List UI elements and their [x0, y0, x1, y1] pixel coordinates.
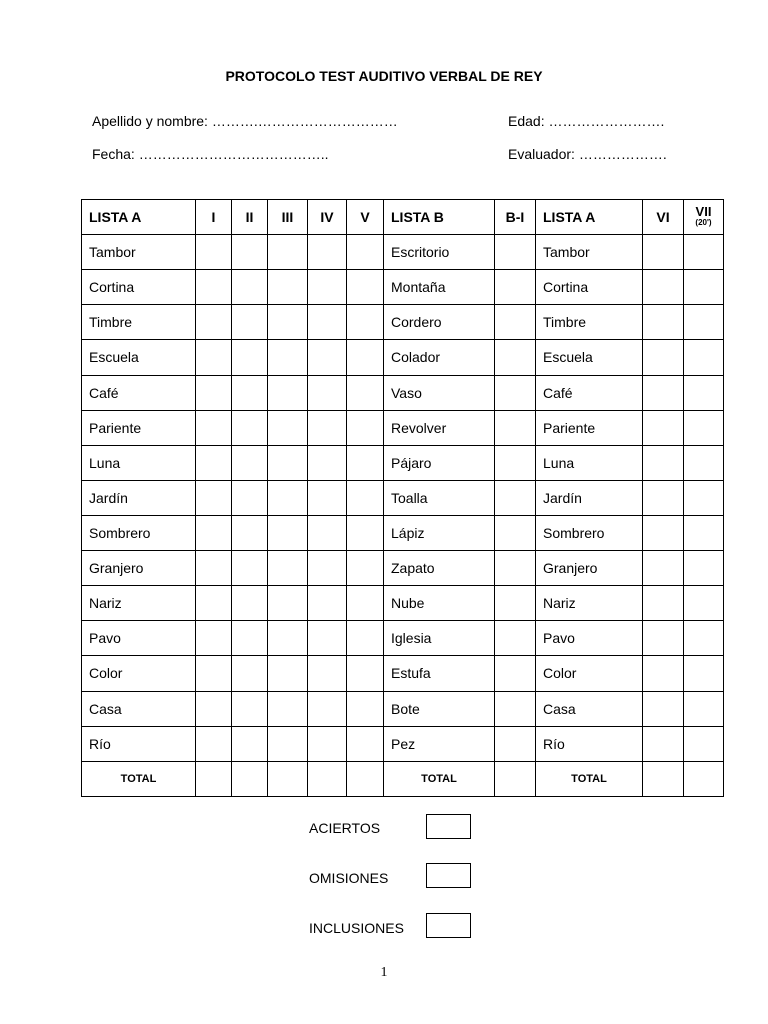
trial-v-cell[interactable] — [347, 445, 384, 480]
trial-vi-cell[interactable] — [643, 480, 684, 515]
trial-v-cell[interactable] — [347, 586, 384, 621]
omisiones-box[interactable] — [426, 863, 471, 888]
aciertos-label: ACIERTOS — [309, 820, 381, 836]
trial-i-cell[interactable] — [196, 235, 232, 270]
word-lista-b: Bote — [384, 691, 495, 726]
table-row — [82, 551, 724, 586]
header-trial-ii: II — [232, 200, 268, 235]
trial-vi-cell[interactable] — [643, 726, 684, 761]
page-title: PROTOCOLO TEST AUDITIVO VERBAL DE REY — [225, 68, 543, 84]
word-lista-b: Lápiz — [384, 515, 495, 550]
trial-iv-cell[interactable] — [308, 726, 347, 761]
trial-b-i-cell[interactable] — [495, 340, 536, 375]
trial-i-cell[interactable] — [196, 691, 232, 726]
trial-b-i-cell[interactable] — [495, 305, 536, 340]
trial-v-cell[interactable] — [347, 726, 384, 761]
total-label-lista-a-recall: TOTAL — [536, 761, 643, 796]
trial-ii-cell[interactable] — [232, 480, 268, 515]
trial-vi-cell[interactable] — [643, 445, 684, 480]
trial-v-cell[interactable] — [347, 410, 384, 445]
trial-v-cell[interactable] — [347, 305, 384, 340]
trial-iv-cell[interactable] — [308, 480, 347, 515]
trial-iii-cell[interactable] — [268, 656, 308, 691]
name-field[interactable]: Apellido y nombre: ……….………………………… — [92, 113, 398, 129]
trial-iii-cell[interactable] — [268, 621, 308, 656]
word-lista-a-recall: Café — [536, 375, 643, 410]
header-trial-i: I — [196, 200, 232, 235]
table-header-row — [82, 200, 724, 235]
trial-vii-cell[interactable] — [684, 270, 724, 305]
trial-vi-cell[interactable] — [643, 270, 684, 305]
trial-iv-cell[interactable] — [308, 586, 347, 621]
total-trial-i-cell[interactable] — [196, 761, 232, 796]
table-row — [82, 621, 724, 656]
word-lista-a-recall: Tambor — [536, 235, 643, 270]
table-row — [82, 691, 724, 726]
word-lista-a: Casa — [82, 691, 196, 726]
trial-b-i-cell[interactable] — [495, 480, 536, 515]
trial-ii-cell[interactable] — [232, 410, 268, 445]
trial-iv-cell[interactable] — [308, 691, 347, 726]
age-field[interactable]: Edad: ……………………. — [508, 113, 665, 129]
word-lista-b: Pez — [384, 726, 495, 761]
aciertos-box[interactable] — [426, 814, 471, 839]
trial-b-i-cell[interactable] — [495, 375, 536, 410]
trial-vii-cell[interactable] — [684, 305, 724, 340]
trial-i-cell[interactable] — [196, 410, 232, 445]
trial-iv-cell[interactable] — [308, 235, 347, 270]
word-lista-a-recall: Nariz — [536, 586, 643, 621]
table-row — [82, 340, 724, 375]
header-lista-a-recall: LISTA A — [536, 200, 643, 235]
trial-b-i-cell[interactable] — [495, 445, 536, 480]
trial-vii-cell[interactable] — [684, 480, 724, 515]
trial-vii-cell[interactable] — [684, 235, 724, 270]
total-label-lista-b: TOTAL — [384, 761, 495, 796]
word-lista-b: Revolver — [384, 410, 495, 445]
trial-v-cell[interactable] — [347, 270, 384, 305]
header-trial-iv: IV — [308, 200, 347, 235]
trial-vi-cell[interactable] — [643, 375, 684, 410]
word-lista-b: Montaña — [384, 270, 495, 305]
word-lista-a-recall: Jardín — [536, 480, 643, 515]
trial-iii-cell[interactable] — [268, 691, 308, 726]
word-lista-b: Estufa — [384, 656, 495, 691]
word-lista-a-recall: Timbre — [536, 305, 643, 340]
word-lista-a: Cortina — [82, 270, 196, 305]
trial-iv-cell[interactable] — [308, 410, 347, 445]
trial-vii-cell[interactable] — [684, 410, 724, 445]
header-trial-iii: III — [268, 200, 308, 235]
total-trial-iii-cell[interactable] — [268, 761, 308, 796]
word-lista-a: Pariente — [82, 410, 196, 445]
header-trial-vii — [684, 200, 724, 235]
word-lista-b: Toalla — [384, 480, 495, 515]
trial-i-cell[interactable] — [196, 270, 232, 305]
total-row — [82, 761, 724, 796]
word-lista-a: Timbre — [82, 305, 196, 340]
recall-table — [81, 199, 724, 797]
trial-b-i-cell[interactable] — [495, 726, 536, 761]
word-lista-b: Escritorio — [384, 235, 495, 270]
trial-v-cell[interactable] — [347, 235, 384, 270]
trial-iv-cell[interactable] — [308, 551, 347, 586]
trial-ii-cell[interactable] — [232, 726, 268, 761]
trial-vi-cell[interactable] — [643, 691, 684, 726]
total-trial-ii-cell[interactable] — [232, 761, 268, 796]
word-lista-a: Luna — [82, 445, 196, 480]
word-lista-b: Pájaro — [384, 445, 495, 480]
table-row — [82, 375, 724, 410]
trial-i-cell[interactable] — [196, 515, 232, 550]
total-trial-v-cell[interactable] — [347, 761, 384, 796]
word-lista-b: Cordero — [384, 305, 495, 340]
header-trial-vi: VI — [643, 200, 684, 235]
total-trial-vii-cell[interactable] — [684, 761, 724, 796]
trial-i-cell[interactable] — [196, 551, 232, 586]
word-lista-a: Río — [82, 726, 196, 761]
date-field[interactable]: Fecha: ………………………………….. — [92, 146, 329, 162]
trial-iii-cell[interactable] — [268, 305, 308, 340]
table-row — [82, 726, 724, 761]
trial-b-i-cell[interactable] — [495, 515, 536, 550]
table-row — [82, 586, 724, 621]
trial-ii-cell[interactable] — [232, 375, 268, 410]
trial-ii-cell[interactable] — [232, 445, 268, 480]
table-row — [82, 235, 724, 270]
total-trial-b-i-cell[interactable] — [495, 761, 536, 796]
header-trial-v: V — [347, 200, 384, 235]
trial-i-cell[interactable] — [196, 586, 232, 621]
word-lista-a-recall: Granjero — [536, 551, 643, 586]
trial-iii-cell[interactable] — [268, 586, 308, 621]
trial-v-cell[interactable] — [347, 551, 384, 586]
trial-iv-cell[interactable] — [308, 515, 347, 550]
total-trial-vi-cell[interactable] — [643, 761, 684, 796]
trial-v-cell[interactable] — [347, 375, 384, 410]
table-row — [82, 305, 724, 340]
page-number: 1 — [380, 965, 388, 980]
trial-iii-cell[interactable] — [268, 551, 308, 586]
table-row — [82, 656, 724, 691]
trial-vii-cell[interactable] — [684, 656, 724, 691]
trial-iv-cell[interactable] — [308, 621, 347, 656]
trial-iv-cell[interactable] — [308, 656, 347, 691]
trial-ii-cell[interactable] — [232, 270, 268, 305]
word-lista-a-recall: Luna — [536, 445, 643, 480]
inclusiones-box[interactable] — [426, 913, 471, 938]
trial-i-cell[interactable] — [196, 621, 232, 656]
trial-iii-cell[interactable] — [268, 515, 308, 550]
word-lista-a: Granjero — [82, 551, 196, 586]
word-lista-a: Jardín — [82, 480, 196, 515]
trial-ii-cell[interactable] — [232, 235, 268, 270]
trial-b-i-cell[interactable] — [495, 656, 536, 691]
trial-ii-cell[interactable] — [232, 551, 268, 586]
trial-iii-cell[interactable] — [268, 410, 308, 445]
total-label-lista-a: TOTAL — [82, 761, 196, 796]
word-lista-a: Nariz — [82, 586, 196, 621]
trial-vii-cell[interactable] — [684, 515, 724, 550]
trial-iii-cell[interactable] — [268, 235, 308, 270]
trial-b-i-cell[interactable] — [495, 235, 536, 270]
word-lista-a-recall: Cortina — [536, 270, 643, 305]
trial-iii-cell[interactable] — [268, 480, 308, 515]
table-row — [82, 270, 724, 305]
word-lista-b: Iglesia — [384, 621, 495, 656]
trial-i-cell[interactable] — [196, 445, 232, 480]
trial-ii-cell[interactable] — [232, 515, 268, 550]
omisiones-label: OMISIONES — [309, 870, 389, 886]
trial-vi-cell[interactable] — [643, 305, 684, 340]
trial-iv-cell[interactable] — [308, 270, 347, 305]
trial-vii-cell[interactable] — [684, 726, 724, 761]
trial-v-cell[interactable] — [347, 480, 384, 515]
trial-ii-cell[interactable] — [232, 586, 268, 621]
word-lista-a-recall: Pariente — [536, 410, 643, 445]
evaluator-field[interactable]: Evaluador: ………………. — [508, 146, 667, 162]
trial-vii-cell[interactable] — [684, 445, 724, 480]
word-lista-a: Color — [82, 656, 196, 691]
trial-vi-cell[interactable] — [643, 586, 684, 621]
trial-v-cell[interactable] — [347, 515, 384, 550]
trial-ii-cell[interactable] — [232, 656, 268, 691]
trial-b-i-cell[interactable] — [495, 621, 536, 656]
trial-vii-cell[interactable] — [684, 586, 724, 621]
trial-iii-cell[interactable] — [268, 340, 308, 375]
trial-vi-cell[interactable] — [643, 340, 684, 375]
word-lista-b: Vaso — [384, 375, 495, 410]
trial-b-i-cell[interactable] — [495, 551, 536, 586]
trial-iii-cell[interactable] — [268, 375, 308, 410]
word-lista-a: Pavo — [82, 621, 196, 656]
word-lista-a: Café — [82, 375, 196, 410]
header-lista-b: LISTA B — [384, 200, 495, 235]
trial-i-cell[interactable] — [196, 340, 232, 375]
trial-vi-cell[interactable] — [643, 551, 684, 586]
word-lista-b: Zapato — [384, 551, 495, 586]
trial-iii-cell[interactable] — [268, 270, 308, 305]
trial-v-cell[interactable] — [347, 691, 384, 726]
trial-vi-cell[interactable] — [643, 515, 684, 550]
trial-iv-cell[interactable] — [308, 305, 347, 340]
word-lista-b: Colador — [384, 340, 495, 375]
word-lista-a: Sombrero — [82, 515, 196, 550]
trial-iii-cell[interactable] — [268, 726, 308, 761]
table-row — [82, 515, 724, 550]
trial-b-i-cell[interactable] — [495, 410, 536, 445]
total-trial-iv-cell[interactable] — [308, 761, 347, 796]
trial-ii-cell[interactable] — [232, 305, 268, 340]
trial-i-cell[interactable] — [196, 305, 232, 340]
word-lista-a-recall: Casa — [536, 691, 643, 726]
trial-vii-cell[interactable] — [684, 621, 724, 656]
trial-vi-cell[interactable] — [643, 235, 684, 270]
word-lista-a: Escuela — [82, 340, 196, 375]
trial-iv-cell[interactable] — [308, 375, 347, 410]
trial-vii-cell[interactable] — [684, 551, 724, 586]
table-row — [82, 445, 724, 480]
header-trial-vii-delay: (20') — [695, 218, 712, 228]
header-lista-a: LISTA A — [82, 200, 196, 235]
word-lista-a-recall: Río — [536, 726, 643, 761]
trial-b-i-cell[interactable] — [495, 586, 536, 621]
trial-vi-cell[interactable] — [643, 621, 684, 656]
trial-b-i-cell[interactable] — [495, 691, 536, 726]
trial-i-cell[interactable] — [196, 656, 232, 691]
trial-b-i-cell[interactable] — [495, 270, 536, 305]
trial-ii-cell[interactable] — [232, 621, 268, 656]
trial-iv-cell[interactable] — [308, 445, 347, 480]
trial-v-cell[interactable] — [347, 621, 384, 656]
word-lista-b: Nube — [384, 586, 495, 621]
inclusiones-label: INCLUSIONES — [309, 920, 404, 936]
table-row — [82, 410, 724, 445]
trial-v-cell[interactable] — [347, 656, 384, 691]
trial-vi-cell[interactable] — [643, 410, 684, 445]
trial-i-cell[interactable] — [196, 375, 232, 410]
trial-v-cell[interactable] — [347, 340, 384, 375]
trial-vii-cell[interactable] — [684, 691, 724, 726]
trial-ii-cell[interactable] — [232, 691, 268, 726]
header-trial-vii-label: VII — [695, 204, 712, 220]
word-lista-a-recall: Pavo — [536, 621, 643, 656]
word-lista-a-recall: Color — [536, 656, 643, 691]
trial-vi-cell[interactable] — [643, 656, 684, 691]
trial-ii-cell[interactable] — [232, 340, 268, 375]
trial-vii-cell[interactable] — [684, 340, 724, 375]
table-row — [82, 480, 724, 515]
header-trial-b-i: B-I — [495, 200, 536, 235]
word-lista-a: Tambor — [82, 235, 196, 270]
trial-iv-cell[interactable] — [308, 340, 347, 375]
trial-vii-cell[interactable] — [684, 375, 724, 410]
trial-i-cell[interactable] — [196, 726, 232, 761]
trial-i-cell[interactable] — [196, 480, 232, 515]
word-lista-a-recall: Sombrero — [536, 515, 643, 550]
trial-iii-cell[interactable] — [268, 445, 308, 480]
word-lista-a-recall: Escuela — [536, 340, 643, 375]
